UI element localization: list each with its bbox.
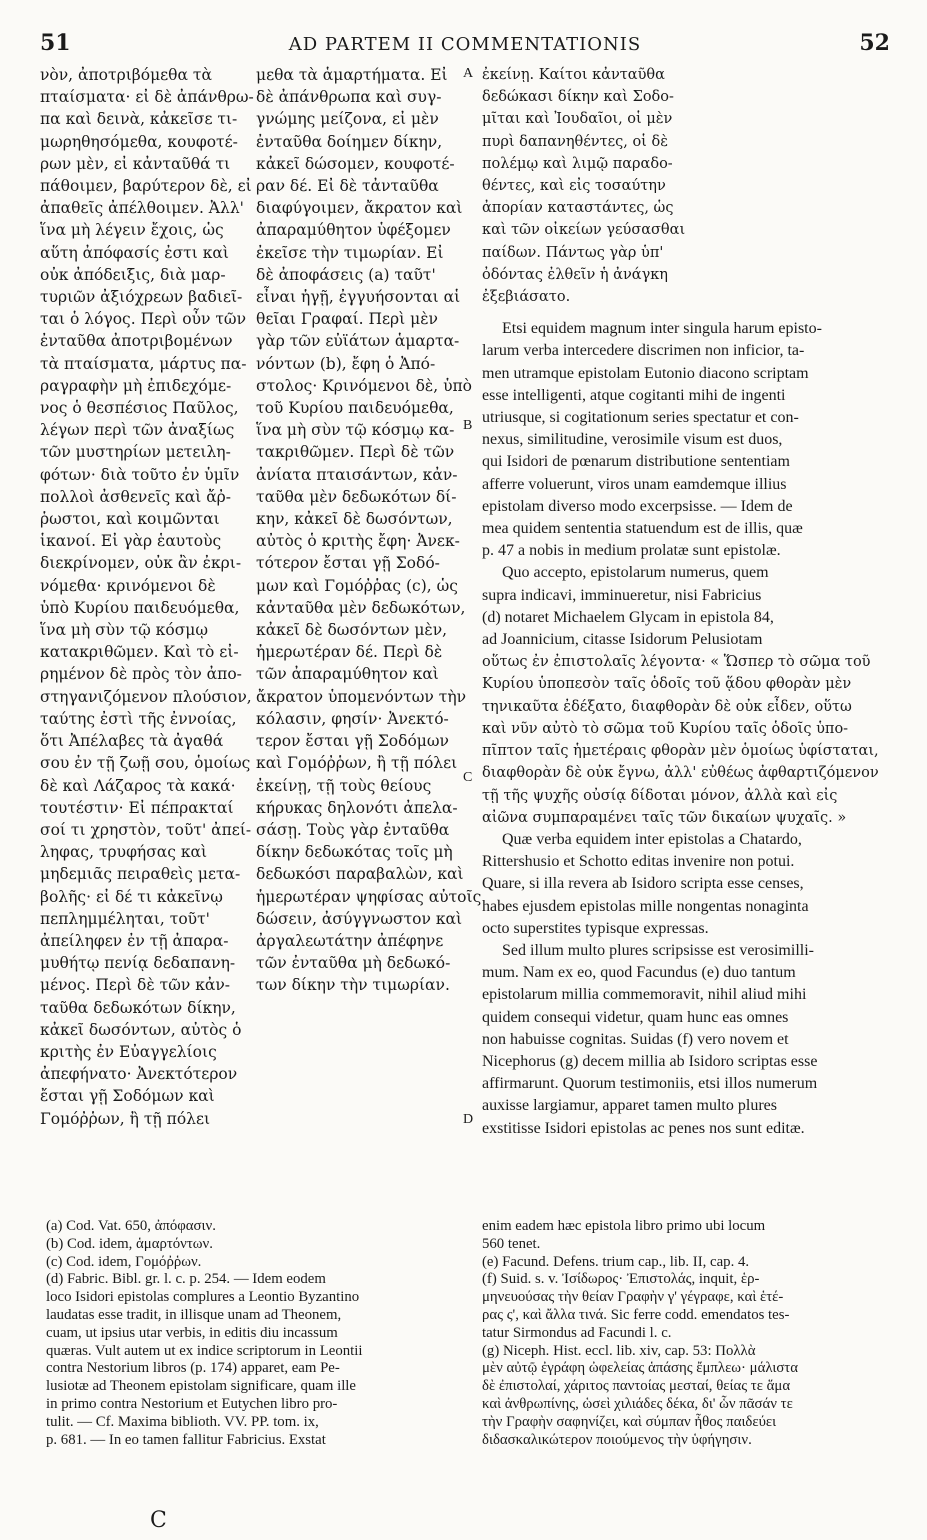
text-line: μωρηθησόμεθα, κουφοτέ- bbox=[40, 132, 238, 151]
text-line: καὶ νῦν αὐτὸ τὸ σῶμα τοῦ Κυρίου ταῖς ὁδοῖς ὑπο- bbox=[482, 720, 849, 737]
text-line: ἔσται γῇ Σοδόμων καὶ bbox=[40, 1087, 215, 1106]
text-line: τουτέστιν· Εἰ πέπρακταί bbox=[40, 798, 234, 817]
text-line: παίδων. Πάντως γὰρ ὑπ' bbox=[482, 244, 664, 261]
latin-column-right bbox=[482, 64, 892, 1140]
text-line: ραν δέ. Εἰ δὲ τἀνταῦθα bbox=[256, 177, 439, 196]
text-line: ἄκρατον ὑπομενόντων τὴν bbox=[256, 687, 467, 706]
text-line: λέγων περὶ τῶν ἀναξίως bbox=[40, 421, 235, 440]
latin-commentary-part1 bbox=[482, 318, 892, 651]
text-line: Κυρίου ὑποπεσὸν ταῖς ὁδοῖς τοῦ ᾅδου φθορὰν μὲν bbox=[482, 676, 852, 693]
text-line: σοί τι χρηστὸν, τοῦτ' ἀπεί- bbox=[40, 820, 252, 839]
text-line: διδασκαλικώτερον ποιούμενος τὴν ὑφήγησιν. bbox=[482, 1431, 752, 1448]
text-line: (a) Cod. Vat. 650, ἀπόφασιν. bbox=[46, 1218, 216, 1234]
text-line: Etsi equidem magnum inter singula harum episto- bbox=[502, 320, 822, 338]
text-line: mea quidem sententia statuendum est de illis, quæ bbox=[482, 520, 803, 538]
text-line: ad Joannicium, citasse Isidorum Pelusiotam bbox=[482, 631, 763, 649]
text-line: esse intelligenti, atque cogitanti mihi de ingenti bbox=[482, 386, 786, 404]
text-line: κήρυκας δηλονότι ἀπελα- bbox=[256, 798, 458, 817]
text-line: πταίσματα· εἰ δὲ ἀπάνθρω- bbox=[40, 88, 254, 107]
text-line: τῶν ἀπαραμύθητον καὶ bbox=[256, 665, 439, 684]
text-line: Γομόῤῥων, ἢ τῇ πόλει bbox=[40, 1109, 211, 1128]
text-line: ἐκείνῃ, τῇ τοὺς θείους bbox=[256, 776, 432, 795]
text-line: ἐκείνῃ. Καίτοι κἀνταῦθα bbox=[482, 67, 665, 83]
margin-letter-c: C bbox=[463, 770, 473, 785]
text-line: τῇ τῆς ψυχῆς οὐσίᾳ δίδοται μόνον, ἀλλὰ καὶ εἰς bbox=[482, 787, 838, 804]
text-line: τῶν ἐνταῦθα μὴ δεδωκό- bbox=[256, 954, 451, 973]
text-line: τυριῶν ἀξιόχρεων βαδιεῖ- bbox=[40, 288, 243, 307]
text-line: ραγραφὴν μὴ ἐπιδεχόμε- bbox=[40, 376, 232, 395]
text-line: ρων μὲν, εἰ κἀνταῦθά τι bbox=[40, 154, 231, 173]
text-line: των δίκην τὴν τιμωρίαν. bbox=[256, 976, 450, 995]
text-line: διεκρίνομεν, οὐκ ἂν ἐκρι- bbox=[40, 554, 242, 573]
text-line: non habuisse cognitas. Suidas (f) vero novem et bbox=[482, 1030, 789, 1048]
text-line: epistolam diverso modo excerpsisse. — Idem de bbox=[482, 497, 793, 515]
text-line: habes ejusdem epistolas mille nongentas nonaginta bbox=[482, 897, 809, 915]
footnotes-right bbox=[482, 1218, 892, 1449]
text-line: πα καὶ δεινὰ, κἀκεῖσε τι- bbox=[40, 110, 238, 129]
text-line: φότων· διὰ τοῦτο ἐν ὑμῖν bbox=[40, 465, 240, 484]
text-line: ὀδόντας ἐλθεῖν ἡ ἀνάγκη bbox=[482, 266, 668, 283]
text-line: quæras. Vult autem ut ex indice scriptorum in Leontii bbox=[46, 1342, 363, 1359]
text-line: ἐνταῦθα ἀποτριβομένων bbox=[40, 332, 233, 351]
text-line: οὕτως ἐν ἐπιστολαῖς λέγοντα· « Ὥσπερ τὸ σῶμα τοῦ bbox=[482, 654, 871, 671]
text-line: ἀργαλεωτάτην ἀπέφηνε bbox=[256, 931, 444, 950]
text-line: (e) Facund. Defens. trium cap., lib. II, cap. 4. bbox=[482, 1253, 750, 1270]
text-line: Rittershusio et Schotto editas invenire non potui. bbox=[482, 853, 795, 871]
text-line: ἀπαθεῖς ἀπέλθοιμεν. Ἀλλ' bbox=[40, 199, 244, 218]
text-line: αὕτη ἀπόφασίς ἐστι καὶ bbox=[40, 243, 229, 262]
text-line: μηδεμιᾶς πειραθεὶς μετα- bbox=[40, 865, 241, 884]
text-line: τηνικαῦτα ἐδέξατο, διαφθορὰν δὲ οὐκ εἶδεν, οὕτω bbox=[482, 698, 852, 715]
text-line: ἀπεφήνατο· Ἀνεκτότερον bbox=[40, 1065, 238, 1084]
text-line: νὸν, ἀποτριβόμεθα τὰ bbox=[40, 66, 212, 84]
text-line: τῶν μυστηρίων μετειλη- bbox=[40, 443, 231, 462]
text-line: κόλασιν, φησίν· Ἀνεκτό- bbox=[256, 709, 449, 728]
text-line: θεῖαι Γραφαί. Περὶ μὲν bbox=[256, 310, 438, 329]
text-line: enim eadem hæc epistola libro primo ubi locum bbox=[482, 1218, 766, 1234]
text-line: ἵνα μὴ σὺν τῷ κόσμῳ κα- bbox=[256, 421, 455, 440]
text-line: Nicephorus (g) decem millia ab Isidoro scriptas esse bbox=[482, 1052, 818, 1070]
text-line: (d) notaret Michaelem Glycam in epistola 84, bbox=[482, 608, 774, 626]
text-line: μένος. Περὶ δὲ τῶν κἀν- bbox=[40, 976, 231, 995]
text-line: contra Nestorium libros (p. 174) apparet, eam Pe- bbox=[46, 1360, 340, 1377]
text-line: πῖπτον ταῖς ἡμετέραις φθορὰν μὲν ὁμοίως ὑφίσταται, bbox=[482, 743, 879, 760]
text-line: σου ἐν τῇ ζωῇ σου, ὁμοίως bbox=[40, 754, 251, 773]
text-line: (f) Suid. s. v. Ἰσίδωρος· Ἐπιστολάς, inquit, ἑρ- bbox=[482, 1271, 760, 1288]
text-line: αὐτὸς ὁ κριτὴς ἔφη· Ἀνεκ- bbox=[256, 532, 460, 551]
text-line: βολῆς· εἰ δέ τι κἀκεῖνῳ bbox=[40, 887, 223, 906]
page-header bbox=[40, 30, 890, 58]
text-line: lusiotæ ad Theonem epistolam significare, quam ille bbox=[46, 1378, 356, 1395]
text-line: καὶ ἀνθρωπίνης, ὡσεὶ χιλιάδες δέκα, δι' ὧν πᾶσάν τε bbox=[482, 1395, 793, 1412]
text-line: ταύτης ἐστὶ τῆς ἐννοίας, bbox=[40, 709, 237, 728]
text-line: ἐκεῖσε τὴν τιμωρίαν. Εἰ bbox=[256, 243, 444, 262]
text-line: p. 681. — In eo tamen fallitur Fabricius. Exstat bbox=[46, 1431, 326, 1448]
text-line: οὐκ ἀπόδειξις, διὰ μαρ- bbox=[40, 265, 226, 284]
text-line: ὅτι Ἀπέλαβες τὰ ἀγαθά bbox=[40, 732, 224, 751]
text-line: ἱκανοί. Εἰ γὰρ ἑαυτοὺς bbox=[40, 532, 222, 551]
text-line: supra indicavi, imminueretur, nisi Fabricius bbox=[482, 586, 762, 604]
text-line: epistolarum millia commemoravit, nihil aliud mihi bbox=[482, 986, 807, 1004]
text-line: Quæ verba equidem inter epistolas a Chatardo, bbox=[502, 830, 802, 848]
footnotes-left bbox=[46, 1218, 456, 1449]
text-line: loco Isidori epistolas complures a Leontio Byzantino bbox=[46, 1289, 360, 1306]
text-line: tatur Sirmondus ad Facundi l. c. bbox=[482, 1324, 672, 1341]
text-line: ἐνταῦθα δοίημεν δίκην, bbox=[256, 132, 443, 151]
text-line: δεδώκασι δίκην καὶ Σοδο- bbox=[482, 89, 674, 106]
text-line: καὶ τῶν οἰκείων γεύσασθαι bbox=[482, 222, 686, 239]
text-line: κην, κἀκεῖ δὲ δωσόντων, bbox=[256, 510, 453, 529]
running-title: AD PARTEM II COMMENTATIONIS bbox=[288, 34, 642, 55]
text-line: κριτὴς ἐν Εὐαγγελίοις bbox=[40, 1042, 217, 1061]
text-line: p. 47 a nobis in medium prolatæ sunt epistolæ. bbox=[482, 542, 781, 560]
text-line: ἀπορίαν καταστάντες, ὡς bbox=[482, 200, 674, 217]
text-line: ἀπείληφεν ἐν τῇ ἀπαρα- bbox=[40, 931, 229, 950]
text-line: πολλοὶ ἀσθενεῖς καὶ ἄῤ- bbox=[40, 487, 232, 506]
text-line: larum verba intercedere discrimen non inficior, ta- bbox=[482, 342, 805, 360]
margin-letter-d: D bbox=[463, 1112, 474, 1127]
text-line: laudatas esse tradit, in illisque unam ad Theonem, bbox=[46, 1306, 342, 1323]
text-line: μεθα τὰ ἁμαρτήματα. Εἰ bbox=[256, 66, 448, 84]
text-line: δώσειν, ἀσύγγνωστον καὶ bbox=[256, 909, 463, 928]
text-line: ἵνα μὴ λέγειν ἔχοις, ὡς bbox=[40, 221, 224, 240]
text-line: μῖται καὶ Ἰουδαῖοι, οἱ μὲν bbox=[482, 111, 673, 128]
text-line: Quo accepto, epistolarum numerus, quem bbox=[502, 564, 769, 582]
text-line: (d) Fabric. Bibl. gr. l. c. p. 254. — Idem eodem bbox=[46, 1271, 326, 1288]
text-line: exstitisse Isidori epistolas ac penes nos sunt editæ. bbox=[482, 1119, 805, 1137]
text-line: τοῦ Κυρίου παιδευόμεθα, bbox=[256, 399, 454, 418]
text-line: νόμεθα· κρινόμενοι δὲ bbox=[40, 576, 216, 595]
text-line: ὑπὸ Κυρίου παιδευόμεθα, bbox=[40, 598, 240, 617]
text-line: δεδωκόσι παραβαλὼν, καὶ bbox=[256, 865, 464, 884]
text-line: κἀνταῦθα μὲν δεδωκότων, bbox=[256, 598, 466, 617]
text-line: qui Isidori de pœnarum distributione sententiam bbox=[482, 453, 790, 471]
text-line: δίκην δεδωκότας τοῖς μὴ bbox=[256, 843, 453, 862]
text-line: (b) Cod. idem, ἁμαρτόντων. bbox=[46, 1235, 213, 1252]
text-line: ῥωστοι, καὶ κοιμῶνται bbox=[40, 510, 220, 529]
text-line: μὲν αὐτῷ ἐγράφη ὠφελείας ἁπάσης ἔμπλεω· μάλιστα bbox=[482, 1360, 798, 1377]
text-line: δὲ ἐπιστολαί, χάριτος παντοίας μεσταί, θείας τε ἅμα bbox=[482, 1378, 791, 1395]
text-line: μηνευούσας τὴν θείαν Γραφὴν γ' γέγραφε, καὶ ἑτέ- bbox=[482, 1289, 784, 1306]
text-line: auxisse largiamur, apparet tamen multo plures bbox=[482, 1097, 777, 1115]
greek-quotation-glycas bbox=[482, 651, 892, 829]
text-line: quidem consequi videtur, quam hunc eas omnes bbox=[482, 1008, 789, 1026]
text-line: (g) Niceph. Hist. eccl. lib. xiv, cap. 53: Πολλὰ bbox=[482, 1342, 756, 1359]
latin-commentary-part2 bbox=[482, 829, 892, 1140]
text-line: διαφύγοιμεν, ἄκρατον καὶ bbox=[256, 199, 463, 218]
text-line: πεπλημμέληται, τοῦτ' bbox=[40, 909, 210, 928]
text-line: affirmarunt. Quorum testimoniis, etsi illos numerum bbox=[482, 1075, 818, 1093]
text-line: γνώμης μείζονα, εἰ μὲν bbox=[256, 110, 439, 129]
text-line: ἐξεβιάσατο. bbox=[482, 289, 571, 306]
text-line: mum. Nam ex eo, quod Facundus (e) duo tantum bbox=[482, 964, 796, 982]
text-line: Quare, si illa revera ab Isidoro scripta esse censes, bbox=[482, 875, 804, 893]
text-line: δὲ ἀπάνθρωπα καὶ συγ- bbox=[256, 88, 442, 107]
page-number-left: 51 bbox=[40, 30, 71, 56]
signature-mark: C bbox=[150, 1508, 167, 1533]
text-line: tulit. — Cf. Maxima biblioth. VV. PP. tom. ix, bbox=[46, 1413, 319, 1430]
text-line: ται ὁ λόγος. Περὶ οὖν τῶν bbox=[40, 310, 246, 329]
text-line: πάθοιμεν, βαρύτερον δὲ, εἰ bbox=[40, 177, 252, 196]
text-line: στηγανιζόμενον πλούσιον, bbox=[40, 687, 252, 706]
text-line: διαφθορὰν δὲ οὐκ ἔγνω, ἀλλ' εὐθέως ἀφθαρτιζόμενον bbox=[482, 765, 879, 782]
text-line: μων καὶ Γομόῤῥας (c), ὡς bbox=[256, 576, 458, 595]
text-line: ρημένον δὲ πρὸς τὸν ἀπο- bbox=[40, 665, 242, 684]
text-line: (c) Cod. idem, Γομόῤῥων. bbox=[46, 1253, 202, 1270]
text-line: αἰῶνα συμπαραμένει ταῖς τῶν δικαίων ψυχαῖς. » bbox=[482, 809, 847, 826]
text-line: κἀκεῖ δὲ δωσόντων μὲν, bbox=[256, 621, 448, 640]
text-line: ἵνα μὴ σὺν τῷ κόσμῳ bbox=[40, 621, 208, 640]
text-line: πολέμῳ καὶ λιμῷ παραδο- bbox=[482, 155, 673, 172]
text-line: nexus, similitudine, verosimile visum est duos, bbox=[482, 431, 783, 449]
margin-letter-b: B bbox=[463, 418, 473, 433]
greek-passage-continuation bbox=[482, 64, 892, 308]
text-line: ρας ς', καὶ ἄλλα τινά. Sic ferre codd. emendatos tes- bbox=[482, 1306, 790, 1323]
text-line: νος ὁ θεσπέσιος Παῦλος, bbox=[40, 399, 239, 418]
text-line: ἀνίατα πταισάντων, κἀν- bbox=[256, 465, 458, 484]
text-line: μυθήτῳ πενίᾳ δεδαπανη- bbox=[40, 954, 236, 973]
text-line: τὰ πταίσματα, μάρτυς πα- bbox=[40, 354, 247, 373]
text-line: κἀκεῖ δωσόντων, αὐτὸς ὁ bbox=[40, 1020, 242, 1039]
text-line: afferre voluerunt, viros unam eamdemque illius bbox=[482, 475, 787, 493]
text-line: men utramque epistolam Eutonio diacono scriptam bbox=[482, 364, 809, 382]
text-line: θέντες, καὶ εἰς τοσαύτην bbox=[482, 178, 666, 195]
text-line: κἀκεῖ δώσομεν, κουφοτέ- bbox=[256, 154, 455, 173]
text-line: εἶναι ἡγῇ, ἐγγυήσονται αἱ bbox=[256, 288, 461, 307]
greek-column-left bbox=[40, 64, 254, 1130]
text-line: ληφας, τρυφήσας καὶ bbox=[40, 843, 208, 862]
text-line: τὴν Γραφὴν σαφηνίζει, καὶ σύμπαν ἦθος παιδεύει bbox=[482, 1413, 777, 1430]
text-line: in primo contra Nestorium et Eutychen libro pro- bbox=[46, 1395, 338, 1412]
text-line: 560 tenet. bbox=[482, 1235, 541, 1252]
margin-letter-a: A bbox=[463, 66, 474, 81]
text-line: ταῦθα δεδωκότων δίκην, bbox=[40, 998, 236, 1017]
text-line: δὲ καὶ Λάζαρος τὰ κακά· bbox=[40, 776, 236, 795]
text-line: σάσῃ. Τοὺς γὰρ ἐνταῦθα bbox=[256, 820, 450, 839]
page-number-right: 52 bbox=[859, 30, 890, 56]
greek-column-middle bbox=[256, 64, 482, 997]
text-line: Sed illum multo plures scripsisse est verosimilli- bbox=[502, 941, 814, 959]
text-line: ἡμερωτέραν δέ. Περὶ δὲ bbox=[256, 643, 443, 662]
text-line: ταῦθα μὲν δεδωκότων δί- bbox=[256, 487, 457, 506]
text-line: ἡμερωτέραν ψηφίσας αὐτοῖς bbox=[256, 887, 482, 906]
text-line: τερον ἔσται γῇ Σοδόμων bbox=[256, 732, 449, 751]
text-line: cuam, ut ipsius utar verbis, in editis diu incassum bbox=[46, 1324, 338, 1341]
text-line: τότερον ἔσται γῇ Σοδό- bbox=[256, 554, 440, 573]
text-line: δὲ ἀποφάσεις (a) ταῦτ' bbox=[256, 265, 436, 284]
text-line: καὶ Γομόῤῥων, ἢ τῇ πόλει bbox=[256, 754, 458, 773]
text-line: γὰρ τῶν εὐϊάτων ἁμαρτα- bbox=[256, 332, 460, 351]
text-line: πυρὶ δαπανηθέντες, οἱ δὲ bbox=[482, 133, 668, 150]
text-line: κατακριθῶμεν. Καὶ τὸ εἰ- bbox=[40, 643, 239, 662]
text-line: octo superstites typisque expressas. bbox=[482, 919, 709, 937]
text-line: ἀπαραμύθητον ὑφέξομεν bbox=[256, 221, 451, 240]
text-line: τακριθῶμεν. Περὶ δὲ τῶν bbox=[256, 443, 455, 462]
text-line: νόντων (b), ἔφη ὁ Ἀπό- bbox=[256, 354, 436, 373]
text-line: utriusque, si cogitationum series spectatur et con- bbox=[482, 409, 799, 427]
text-line: στολος· Κρινόμενοι δὲ, ὑπὸ bbox=[256, 376, 473, 395]
